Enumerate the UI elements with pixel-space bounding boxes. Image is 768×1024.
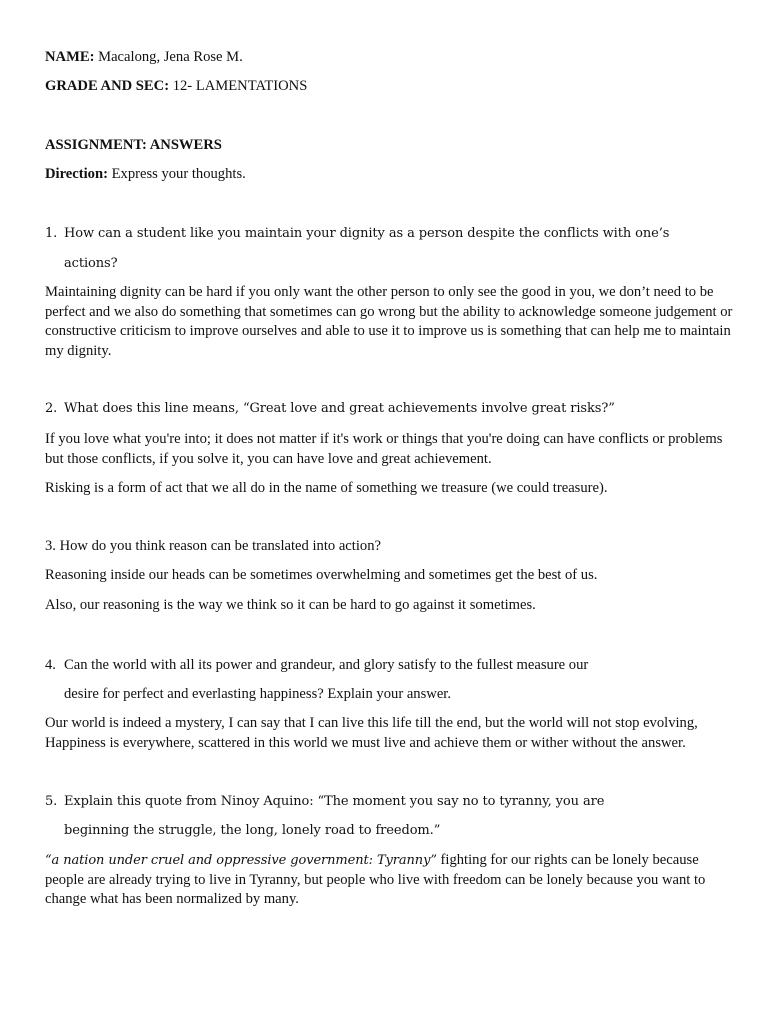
question-5-continued: beginning the struggle, the long, lonely road to freedom.” xyxy=(64,823,441,838)
grade-label: GRADE AND SEC: xyxy=(45,78,170,94)
question-4-continued: desire for perfect and everlasting happiness? Explain your answer. xyxy=(64,686,451,702)
name-label: NAME: xyxy=(45,49,95,65)
answer-2-paragraph-2: Risking is a form of act that we all do in the name of something we treasure (we could treasure). xyxy=(45,480,608,496)
question-text: Can the world with all its power and grandeur, and glory satisfy to the fullest measure our xyxy=(64,657,589,673)
question-number: 4. xyxy=(45,657,56,673)
assignment-title: ASSIGNMENT: ANSWERS xyxy=(45,137,222,153)
answer-3-paragraph-2: Also, our reasoning is the way we think so it can be hard to go against it sometimes. xyxy=(45,597,536,613)
answer-text: fighting for our rights can be lonely because people are already trying to live in Tyranny, but people who live with freedom can be lonely because you want to change what has been normalized by many. xyxy=(45,852,706,907)
question-number: 2. xyxy=(45,401,58,416)
question-text: How can a student like you maintain your dignity as a person despite the conflicts with one’s xyxy=(64,226,670,241)
grade-line xyxy=(45,77,307,95)
question-number: 5. xyxy=(45,794,58,809)
name-line xyxy=(45,48,243,66)
question-number: 1. xyxy=(45,226,58,241)
answer-4: Our world is indeed a mystery, I can say that I can live this life till the end, but the world will not stop evolving, Happiness is everywhere, scattered in this world we must live and achieve them or wither without the answer. xyxy=(45,715,698,751)
question-text: What does this line means, “Great love and great achievements involve great risks?” xyxy=(64,401,615,416)
answer-2-paragraph-1: If you love what you're into; it does not matter if it's work or things that you're doing can have conflicts or problems but those conflicts, if you solve it, you can have love and great achievement. xyxy=(45,431,723,467)
answer-5 xyxy=(45,851,735,910)
answer-1: Maintaining dignity can be hard if you only want the other person to only see the good in you, we don’t need to be perfect and we also do something that sometimes can go wrong but the ability to acknowledge someone judgement or constructive criticism to improve ourselves and able to use it to improve us is something that can help me to maintain my dignity. xyxy=(45,284,733,359)
question-2 xyxy=(45,400,615,418)
question-1-continued: actions? xyxy=(64,256,118,271)
question-3: 3. How do you think reason can be translated into action? xyxy=(45,538,381,554)
quoted-definition: “a nation under cruel and oppressive government: Tyranny” xyxy=(45,853,437,868)
answer-3-paragraph-1: Reasoning inside our heads can be sometimes overwhelming and sometimes get the best of us. xyxy=(45,567,598,583)
question-1 xyxy=(45,225,669,243)
direction-value: Express your thoughts. xyxy=(107,166,246,182)
question-5 xyxy=(45,793,604,811)
direction-label: Direction: xyxy=(45,166,108,182)
question-text: Explain this quote from Ninoy Aquino: “The moment you say no to tyranny, you are xyxy=(64,794,605,809)
question-4 xyxy=(45,656,588,674)
direction-line xyxy=(45,165,246,183)
grade-value: 12- LAMENTATIONS xyxy=(169,78,308,94)
name-value: Macalong, Jena Rose M. xyxy=(94,49,243,65)
